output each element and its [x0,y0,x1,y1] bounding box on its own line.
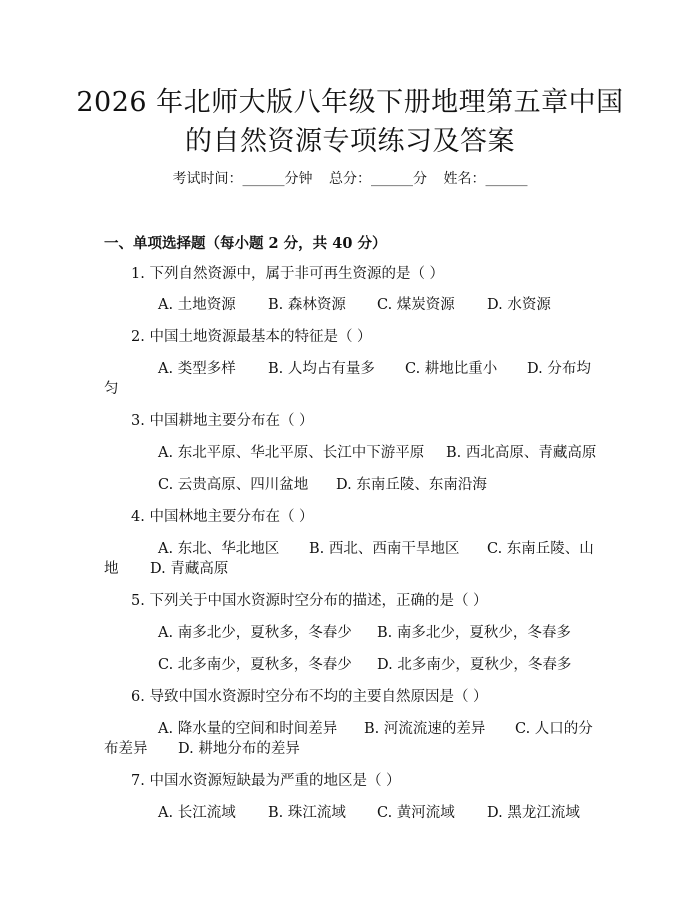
q2-option-b: B. 人均占有量多 [268,361,375,377]
q3-option-b: B. 西北高原、青藏高原 [446,445,597,461]
question-7: 7. 中国水资源短缺最为严重的地区是（ ） [131,773,401,789]
q6-option-b: B. 河流流速的差异 [364,721,486,737]
q7-option-c: C. 黄河流域 [377,805,455,821]
question-4: 4. 中国林地主要分布在（ ） [131,509,314,525]
total-score-field: 总分：______分 [329,171,427,187]
q4-option-c: C. 东南丘陵、山 [487,541,594,557]
document-title-line-1: 2026 年北师大版八年级下册地理第五章中国 [76,87,624,118]
q4-option-a: A. 东北、华北地区 [158,541,280,557]
q6-option-a: A. 降水量的空间和时间差异 [158,721,338,737]
q3-option-d: D. 东南丘陵、东南沿海 [336,477,487,493]
q4-option-d: D. 青藏高原 [150,561,229,577]
q5-option-c: C. 北多南少，夏秋多，冬春少 [158,657,352,673]
q7-option-b: B. 珠江流域 [268,805,346,821]
q4-option-b: B. 西北、西南干旱地区 [309,541,460,557]
q5-option-b: B. 南多北少，夏秋少，冬春多 [377,625,571,641]
exam-time-field: 考试时间：______分钟 [172,171,313,187]
question-6: 6. 导致中国水资源时空分布不均的主要自然原因是（ ） [131,689,488,705]
q7-option-a: A. 长江流域 [158,805,236,821]
q1-option-d: D. 水资源 [487,297,551,313]
q4-option-c-continuation: 地 [104,561,119,577]
q1-option-a: A. 土地资源 [158,297,236,313]
q5-option-a: A. 南多北少，夏秋多，冬春少 [158,625,352,641]
q3-option-c: C. 云贵高原、四川盆地 [158,477,309,493]
q1-option-c: C. 煤炭资源 [377,297,455,313]
q3-option-a: A. 东北平原、华北平原、长江中下游平原 [158,445,425,461]
q5-option-d: D. 北多南少，夏秋少，冬春多 [377,657,572,673]
q2-option-c: C. 耕地比重小 [405,361,498,377]
q2-option-d-continuation: 匀 [104,381,119,397]
exam-meta [0,168,700,188]
q2-option-d: D. 分布均 [527,361,591,377]
name-field: 姓名：______ [443,171,528,187]
q6-option-d: D. 耕地分布的差异 [178,741,300,757]
q6-option-c-continuation: 布差异 [104,741,148,757]
section-heading: 一、单项选择题（每小题 2 分，共 40 分） [104,235,387,252]
question-1: 1. 下列自然资源中，属于非可再生资源的是（ ） [131,266,445,282]
q1-option-b: B. 森林资源 [268,297,346,313]
q2-option-a: A. 类型多样 [158,361,236,377]
question-5: 5. 下列关于中国水资源时空分布的描述，正确的是（ ） [131,593,488,609]
question-3: 3. 中国耕地主要分布在（ ） [131,413,314,429]
document-title-line-2: 的自然资源专项练习及答案 [185,126,515,157]
question-2: 2. 中国土地资源最基本的特征是（ ） [131,329,372,345]
q7-option-d: D. 黑龙江流域 [487,805,580,821]
q6-option-c: C. 人口的分 [515,721,593,737]
